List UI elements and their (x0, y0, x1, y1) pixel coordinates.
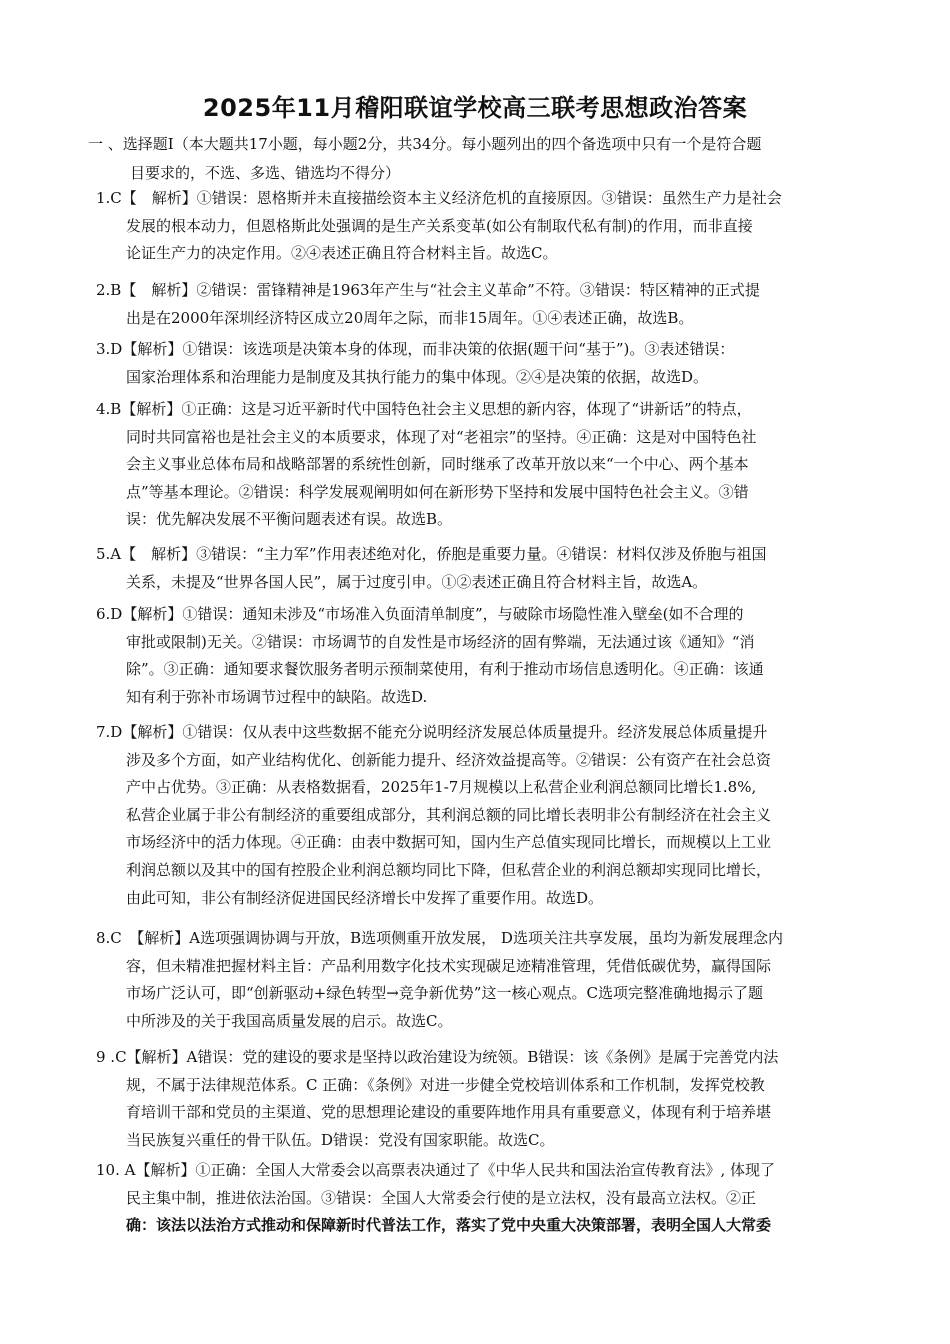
answer-line: 1.C【 解析】①错误：恩格斯并未直接描绘资本主义经济危机的直接原因。③错误：虽然生产力是社会 (96, 189, 782, 207)
answer-line: 当民族复兴重任的骨干队伍。D错误：党没有国家职能。故选C。 (126, 1130, 555, 1149)
section-heading (88, 130, 868, 188)
answer-line: 点”等基本理论。②错误：科学发展观阐明如何在新形势下坚持和发展中国特色社会主义。③错 (126, 482, 749, 501)
answer-line: 同时共同富裕也是社会主义的本质要求，体现了对“老祖宗”的坚持。④正确：这是对中国特色社 (126, 427, 757, 446)
answer-item-6 (96, 601, 870, 711)
answer-line: 3.D【解析】①错误：该选项是决策本身的体现，而非决策的依据(题干问“基于”)。③表述错误： (96, 340, 735, 358)
answer-item-2 (96, 277, 870, 332)
answer-line: 中所涉及的关于我国高质量发展的启示。故选C。 (126, 1011, 453, 1030)
answer-line: 由此可知，非公有制经济促进国民经济增长中发挥了重要作用。故选D。 (126, 888, 604, 907)
answer-item-7 (96, 719, 870, 912)
section-heading-line-1: 一 、选择题Ⅰ（本大题共17小题，每小题2分，共34分。每小题列出的四个备选项中只有一个是符合题 (88, 135, 762, 153)
answer-line: 产中占优势。③正确：从表格数据看，2025年1-7月规模以上私营企业利润总额同比增长1.8%, (126, 778, 757, 797)
answer-item-1 (96, 185, 870, 268)
answer-line: 关系，未提及“世界各国人民”，属于过度引申。①②表述正确且符合材料主旨，故选A。 (126, 572, 708, 591)
answer-line: 审批或限制)无关。②错误：市场调节的自发性是市场经济的固有弊端，无法通过该《通知》“消 (126, 632, 755, 651)
section-heading-line-2: 目要求的，不选、多选、错选均不得分） (130, 164, 401, 182)
answer-line: 涉及多个方面，如产业结构优化、创新能力提升、经济效益提高等。②错误：公有资产在社会总资 (126, 750, 772, 769)
answer-line: 2.B【 解析】②错误：雷锋精神是1963年产生与“社会主义革命”不符。③错误：特区精神的正式提 (96, 281, 760, 299)
answer-line: 10. A【解析】①正确：全国人大常委会以高票表决通过了《中华人民共和国法治宣传教育法》, 体现了 (96, 1161, 775, 1179)
answer-line: 论证生产力的决定作用。②④表述正确且符合材料主旨。故选C。 (126, 244, 558, 263)
document-title: 2025年11月稽阳联谊学校高三联考思想政治答案 (202, 94, 748, 122)
answer-line: 出是在2000年深圳经济特区成立20周年之际，而非15周年。①④表述正确，故选B。 (126, 308, 694, 327)
answer-line: 市场经济中的活力体现。④正确：由表中数据可知，国内生产总值实现同比增长，而规模以上工业 (126, 833, 772, 852)
answer-line: 国家治理体系和治理能力是制度及其执行能力的集中体现。②④是决策的依据，故选D。 (126, 367, 709, 386)
answer-line: 知有利于弥补市场调节过程中的缺陷。故选D. (126, 687, 428, 706)
answer-line: 误：优先解决发展不平衡问题表述有误。故选B。 (126, 510, 453, 529)
answer-item-9 (96, 1044, 870, 1154)
answer-line: 4.B【解析】①正确：这是习近平新时代中国特色社会主义思想的新内容，体现了“讲新话”的特点， (96, 400, 752, 418)
answer-line: 会主义事业总体布局和战略部署的系统性创新，同时继承了改革开放以来“一个中心、两个基本 (126, 455, 749, 474)
answer-line: 利润总额以及其中的国有控股企业利润总额均同比下降，但私营企业的利润总额却实现同比增长， (126, 860, 772, 879)
answer-line: 民主集中制，推进依法治国。③错误：全国人大常委会行使的是立法权，没有最高立法权。②正 (126, 1188, 757, 1207)
answer-line: 9 .C【解析】A错误：党的建设的要求是坚持以政治建设为统领。B错误：该《条例》是属于完善党内法 (96, 1048, 779, 1066)
answer-line: 容，但未精准把握材料主旨：产品利用数字化技术实现碳足迹精准管理，凭借低碳优势，赢得国际 (126, 956, 772, 975)
answer-line: 市场广泛认可，即“创新驱动+绿色转型→竞争新优势”这一核心观点。C选项完整准确地揭示了题 (126, 984, 763, 1003)
answer-item-4 (96, 396, 870, 534)
answer-line: 育培训干部和党员的主渠道、党的思想理论建设的重要阵地作用具有重要意义，体现有利于培养堪 (126, 1103, 772, 1122)
answer-item-5 (96, 541, 870, 596)
answer-item-10 (96, 1157, 870, 1240)
answer-line: 5.A【 解析】③错误：“主力军”作用表述绝对化，侨胞是重要力量。④错误：材料仅涉及侨胞与祖国 (96, 545, 767, 563)
answer-line: 6.D【解析】①错误：通知未涉及“市场准入负面清单制度”，与破除市场隐性准入壁垒(如不合理的 (96, 605, 744, 623)
answer-line: 私营企业属于非公有制经济的重要组成部分，其利润总额的同比增长表明非公有制经济在社会主义 (126, 805, 772, 824)
answer-line: 7.D【解析】①错误：仅从表中这些数据不能充分说明经济发展总体质量提升。经济发展总体质量提升 (96, 723, 768, 741)
answer-line: 确：该法以法治方式推动和保障新时代普法工作，落实了党中央重大决策部署，表明全国人大常委 (126, 1216, 772, 1235)
answer-line: 发展的根本动力，但恩格斯此处强调的是生产关系变革(如公有制取代私有制)的作用，而非直接 (126, 216, 753, 235)
answer-item-8 (96, 925, 870, 1035)
answer-line: 8.C 【解析】A选项强调协调与开放，B选项侧重开放发展， D选项关注共享发展，虽均为新发展理念内 (96, 929, 783, 947)
answer-line: 除”。③正确：通知要求餐饮服务者明示预制菜使用，有利于推动市场信息透明化。④正确：该通 (126, 660, 764, 679)
answer-line: 规，不属于法律规范体系。C 正确：《条例》对进一步健全党校培训体系和工作机制，发挥党校教 (126, 1075, 765, 1094)
answer-item-3 (96, 336, 870, 391)
